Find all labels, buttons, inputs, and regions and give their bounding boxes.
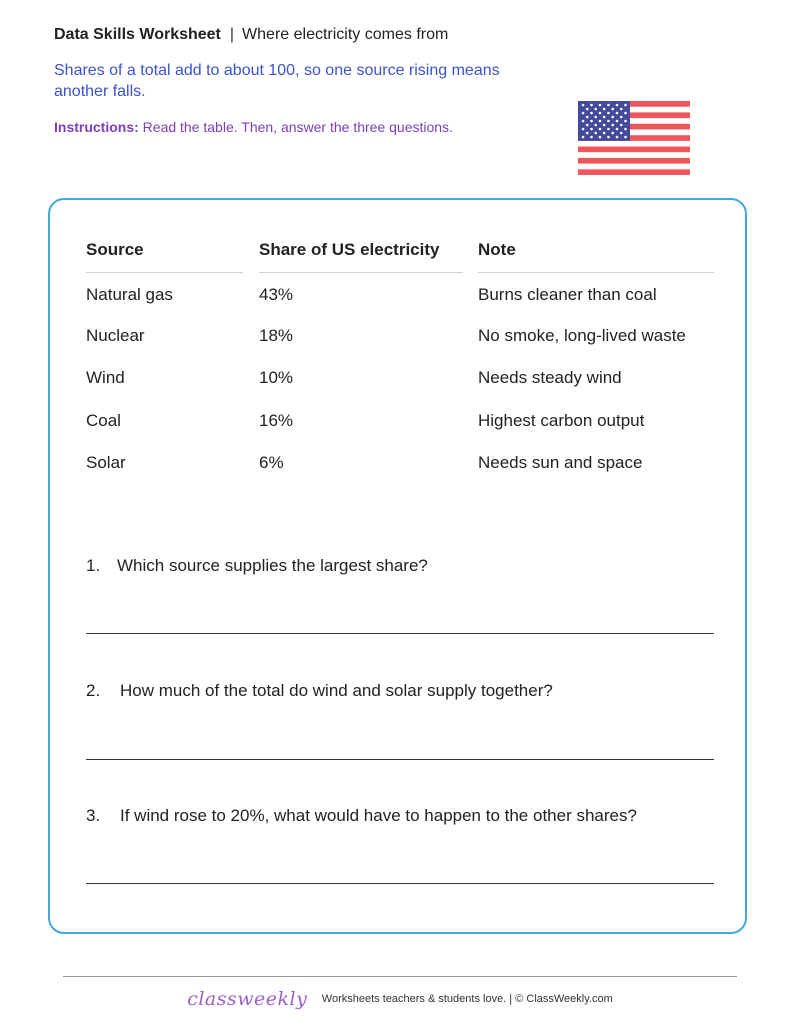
answer-line-1[interactable] xyxy=(86,633,714,634)
header-divider xyxy=(259,272,463,273)
footer-tagline: Worksheets teachers & students love. | © ClassWeekly.com xyxy=(321,993,613,1005)
instructions-label: Instructions: xyxy=(54,119,139,135)
cell-source: Nuclear xyxy=(86,326,145,345)
worksheet-title xyxy=(54,26,448,44)
question-text: If wind rose to 20%, what would have to happen to the other shares? xyxy=(120,806,637,825)
question-number: 3. xyxy=(86,806,101,825)
footer-divider xyxy=(63,976,737,977)
header-share: Share of US electricity xyxy=(259,240,440,259)
title-strong: Data Skills Worksheet xyxy=(54,26,221,43)
title-separator: | xyxy=(229,26,235,43)
cell-source: Natural gas xyxy=(86,285,173,304)
us-flag-icon xyxy=(578,101,690,175)
footer xyxy=(0,988,800,1010)
question-number: 2. xyxy=(86,681,101,700)
question-number: 1. xyxy=(86,556,101,575)
instructions-text: Read the table. Then, answer the three questions. xyxy=(142,119,453,135)
cell-source: Solar xyxy=(86,453,126,472)
question-text: How much of the total do wind and solar supply together? xyxy=(120,681,553,700)
cell-source: Coal xyxy=(86,411,121,430)
header-divider xyxy=(478,272,714,273)
question-2 xyxy=(86,681,553,701)
cell-note: Needs steady wind xyxy=(478,368,622,387)
answer-line-3[interactable] xyxy=(86,883,714,884)
question-1 xyxy=(86,556,428,576)
cell-share: 10% xyxy=(259,368,294,387)
cell-share: 18% xyxy=(259,326,294,345)
cell-source: Wind xyxy=(86,368,125,387)
cell-note: No smoke, long-lived waste xyxy=(478,326,686,345)
title-topic: Where electricity comes from xyxy=(242,26,449,43)
cell-note: Needs sun and space xyxy=(478,453,643,472)
cell-share: 43% xyxy=(259,285,294,304)
cell-share: 16% xyxy=(259,411,294,430)
cell-note: Highest carbon output xyxy=(478,411,645,430)
cell-note: Burns cleaner than coal xyxy=(478,285,657,304)
cell-share: 6% xyxy=(259,453,284,472)
brand-logo: classweekly xyxy=(187,988,308,1010)
subtitle: Shares of a total add to about 100, so one source rising means another falls. xyxy=(54,62,500,100)
header-divider xyxy=(86,272,243,273)
question-text: Which source supplies the largest share? xyxy=(117,556,428,575)
instructions xyxy=(54,119,453,135)
question-3 xyxy=(86,806,637,826)
header-note: Note xyxy=(478,240,516,259)
header-source: Source xyxy=(86,240,144,259)
answer-line-2[interactable] xyxy=(86,759,714,760)
